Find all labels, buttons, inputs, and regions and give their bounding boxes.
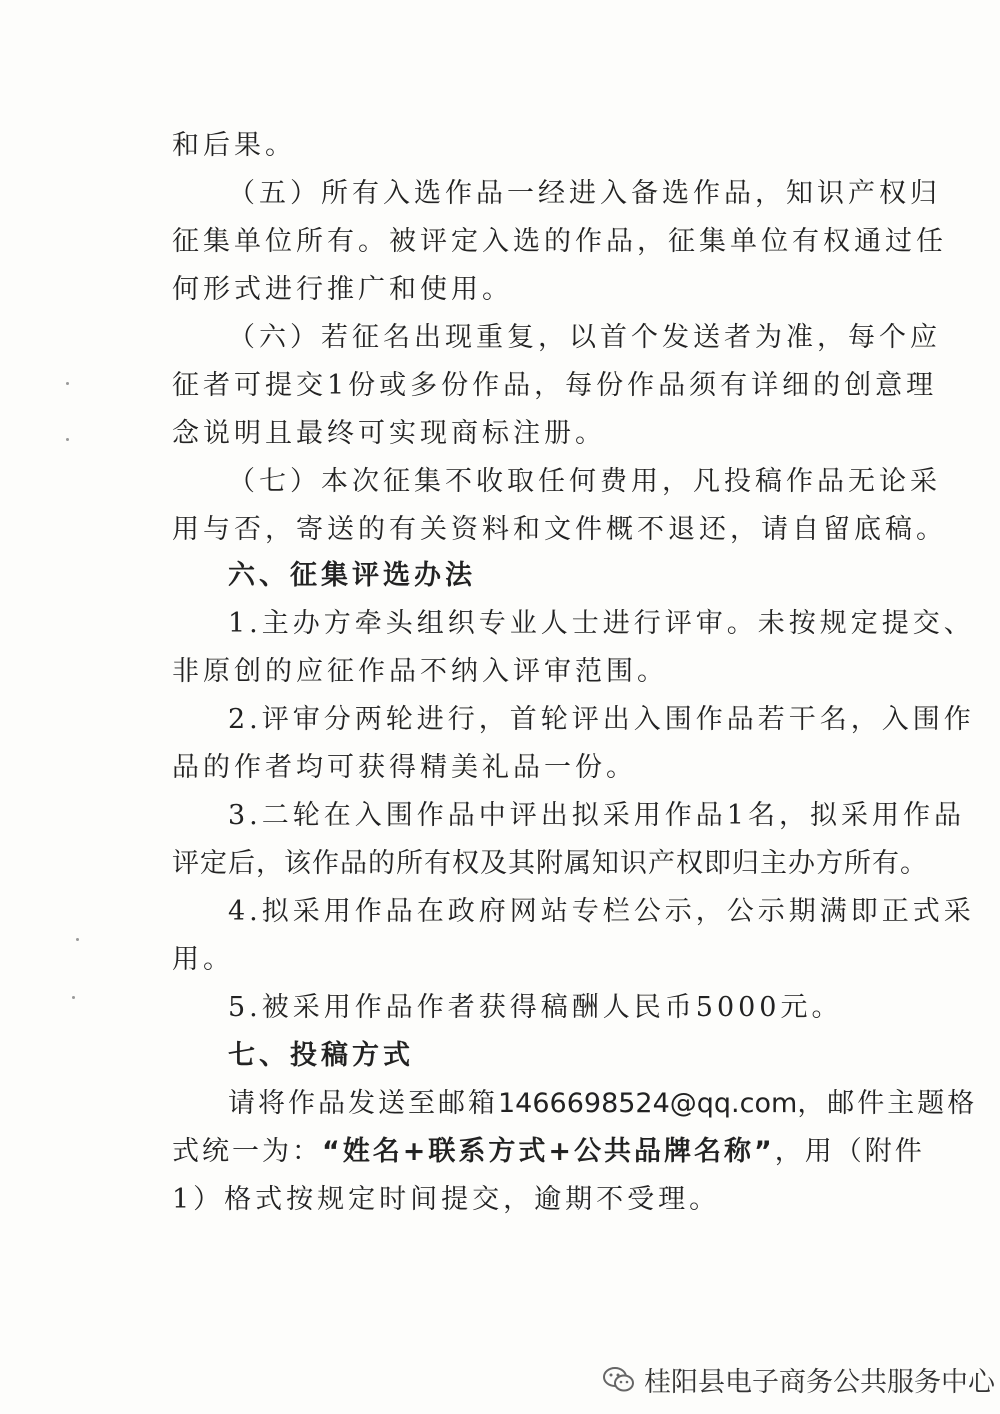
paragraph-line: 征者可提交1份或多份作品，每份作品须有详细的创意理 (172, 370, 938, 401)
scan-speck (66, 438, 69, 441)
paragraph-line: 何形式进行推广和使用。 (172, 274, 513, 305)
paragraph-line: 征集单位所有。被评定入选的作品，征集单位有权通过任 (172, 226, 947, 257)
footer-label: 桂阳县电子商务公共服务中心 (644, 1367, 995, 1398)
paragraph-line: 品的作者均可获得精美礼品一份。 (172, 752, 637, 783)
paragraph-line: 和后果。 (172, 130, 296, 161)
paragraph-line: 念说明且最终可实现商标注册。 (172, 418, 606, 449)
subject-format: “姓名+联系方式+公共品牌名称” (322, 1136, 775, 1167)
section-heading: 七、投稿方式 (228, 1040, 414, 1071)
paragraph-line: 3.二轮在入围作品中评出拟采用作品1名，拟采用作品 (228, 800, 965, 831)
email-address: 1466698524@qq.com (498, 1088, 798, 1119)
paragraph-line: 评定后，该作品的所有权及其附属知识产权即归主办方所有。 (172, 848, 928, 879)
paragraph-line: 用。 (172, 944, 234, 975)
scan-speck (76, 938, 79, 941)
paragraph-line: 1.主办方牵头组织专业人士进行评审。未按规定提交、 (228, 608, 975, 639)
line-text: ，用（附件 (774, 1136, 925, 1167)
wechat-icon (602, 1365, 636, 1395)
paragraph-line: （七）本次征集不收取任何费用，凡投稿作品无论采 (228, 466, 941, 497)
paragraph-line (172, 1132, 1000, 1172)
paragraph-line: 1）格式按规定时间提交，逾期不受理。 (172, 1184, 721, 1215)
section-heading: 六、征集评选办法 (228, 560, 476, 591)
paragraph-line: 4.拟采用作品在政府网站专栏公示，公示期满即正式采 (228, 896, 975, 927)
line-text: ，邮件主题格 (797, 1088, 978, 1119)
scan-speck (66, 382, 69, 385)
paragraph-line: （五）所有入选作品一经进入备选作品，知识产权归 (228, 178, 941, 209)
line-text: 请将作品发送至邮箱 (228, 1088, 498, 1119)
paragraph-line: 用与否，寄送的有关资料和文件概不退还，请自留底稿。 (172, 514, 947, 545)
paragraph-line: （六）若征名出现重复，以首个发送者为准，每个应 (228, 322, 941, 353)
paragraph-line: 2.评审分两轮进行，首轮评出入围作品若干名，入围作 (228, 704, 975, 735)
line-text: 式统一为： (172, 1136, 322, 1167)
watermark-footer (602, 1360, 995, 1399)
paragraph-line: 非原创的应征作品不纳入评审范围。 (172, 656, 668, 687)
paragraph-line: 5.被采用作品作者获得稿酬人民币5000元。 (228, 992, 843, 1023)
paragraph-line (228, 1084, 1000, 1124)
scan-speck (72, 996, 75, 999)
